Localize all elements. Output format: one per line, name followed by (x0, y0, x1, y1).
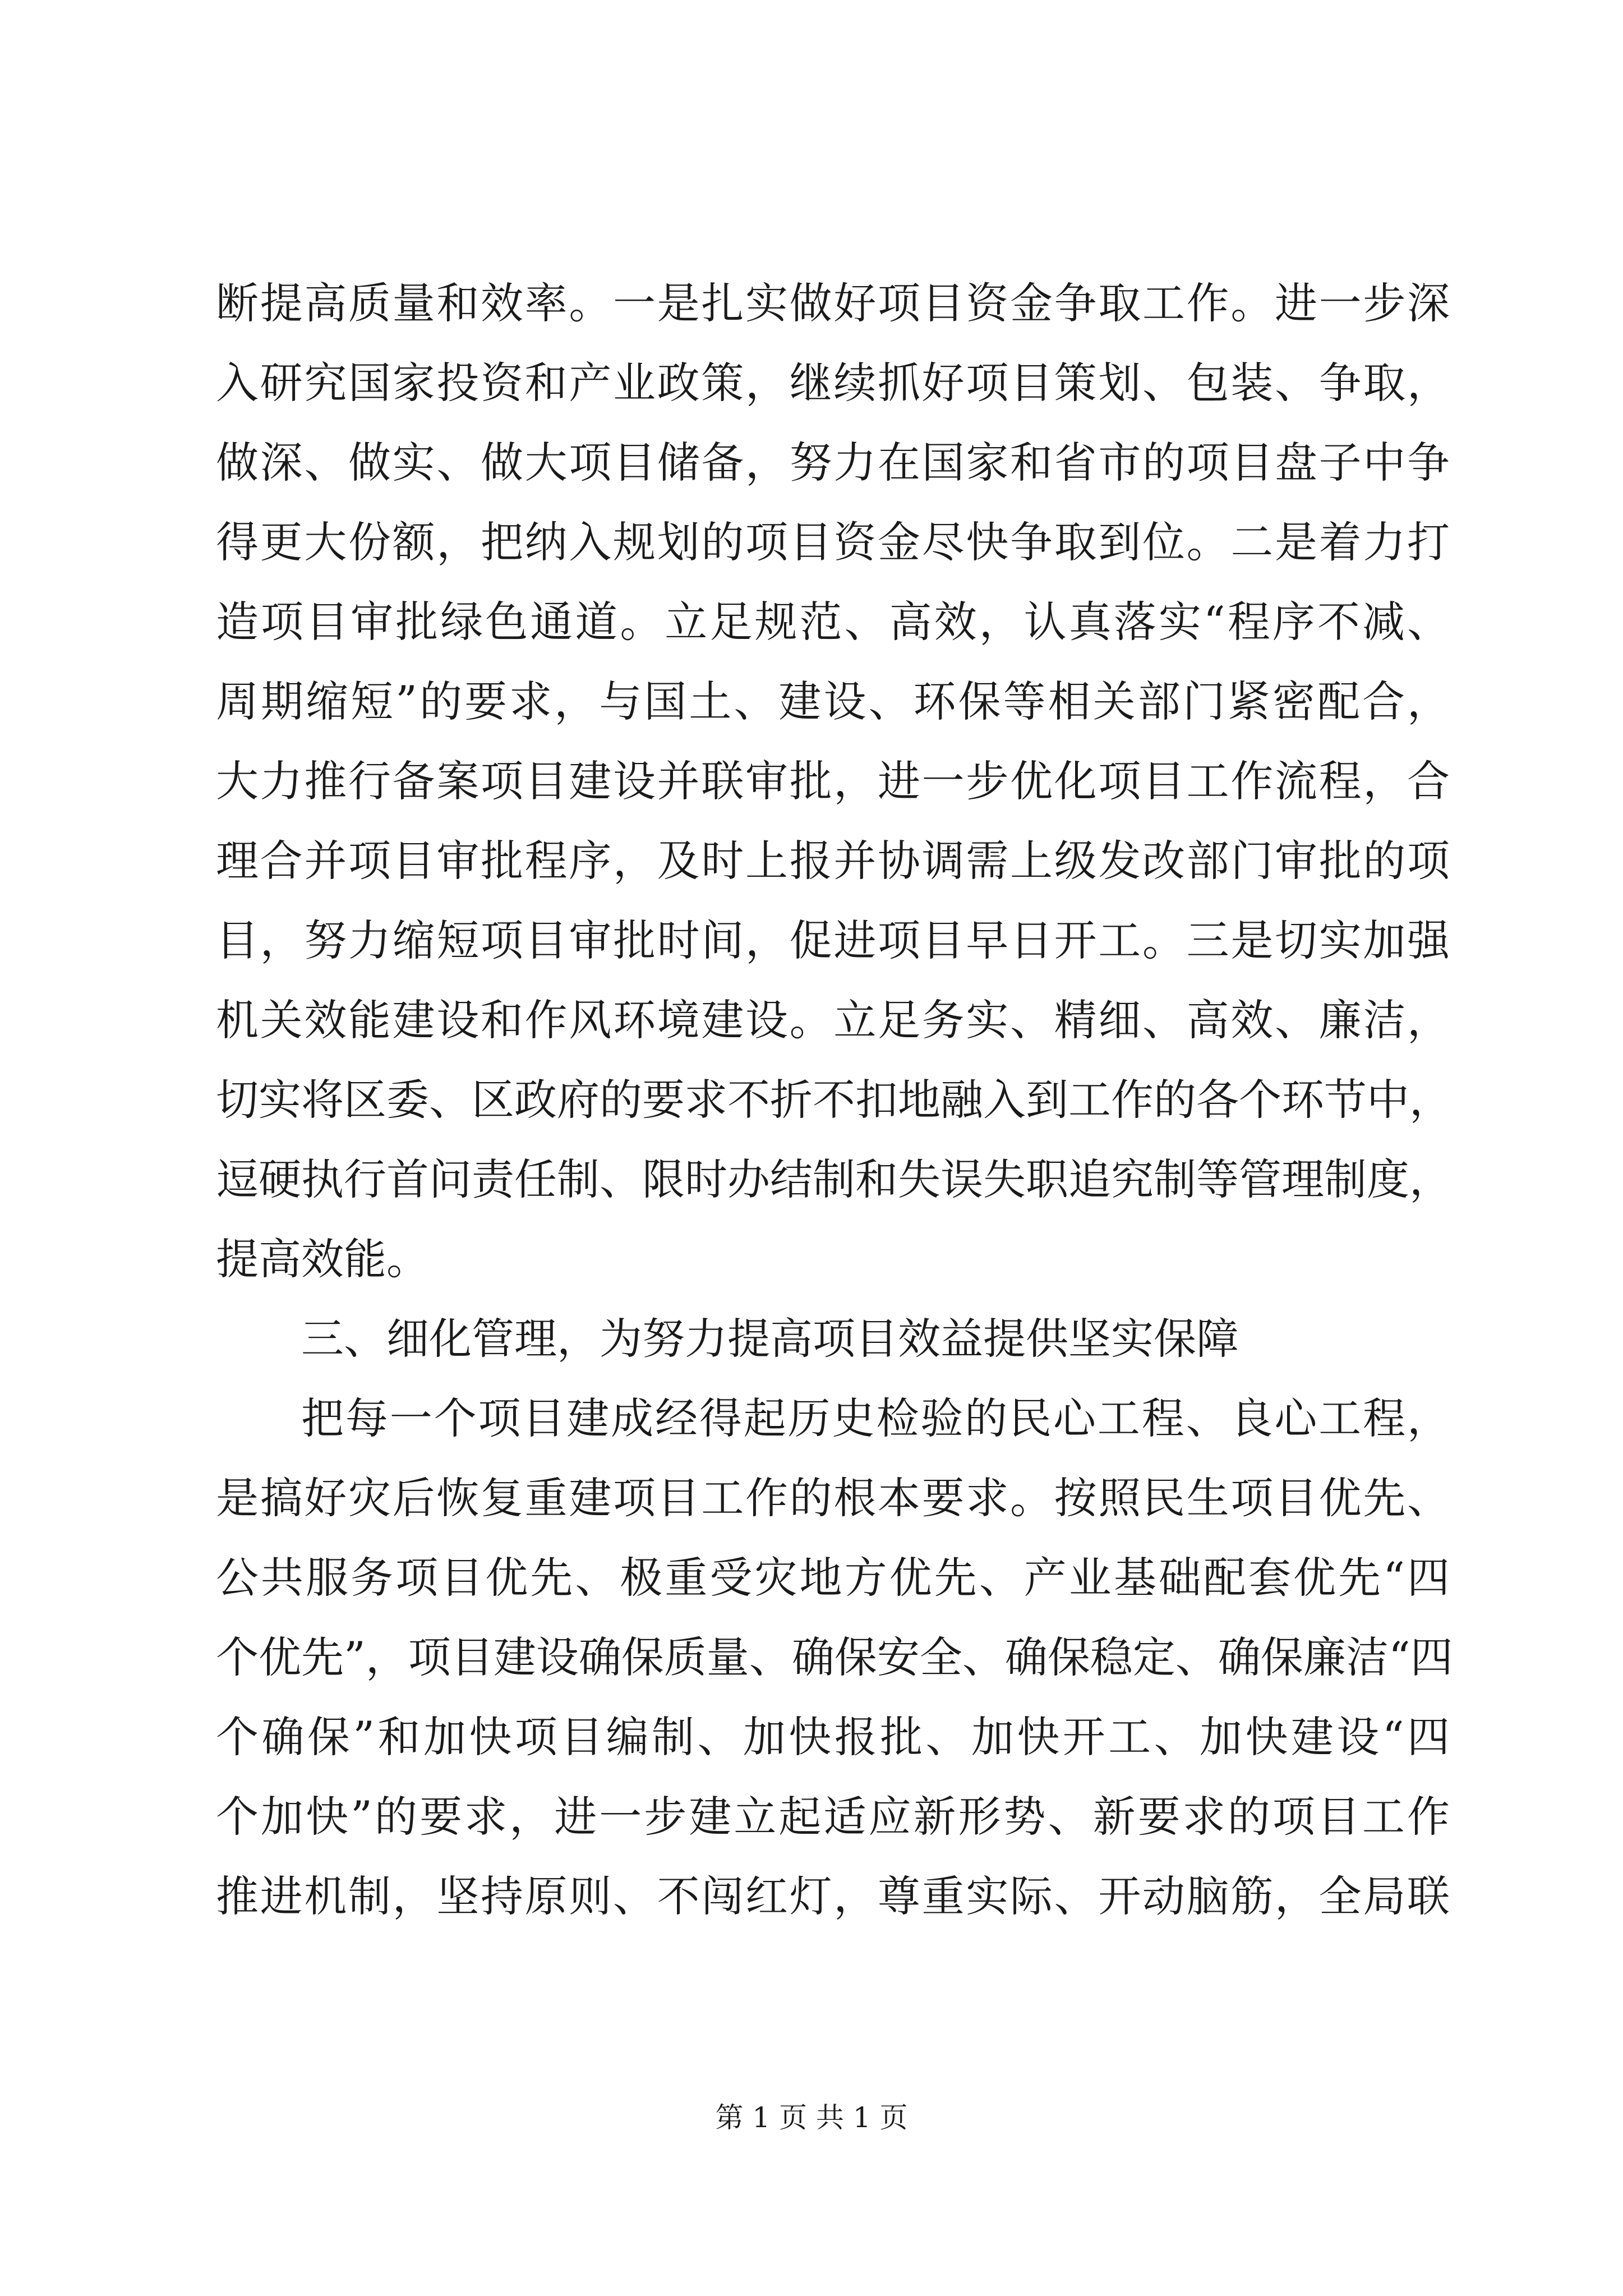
text-line: 个加快”的要求，进一步建立起适应新形势、新要求的项目工作 (216, 1792, 1450, 1842)
text-line: 提高效能。 (216, 1234, 429, 1284)
text-line: 大力推行备案项目建设并联审批，进一步优化项目工作流程，合 (216, 756, 1450, 806)
document-body (216, 264, 1453, 1936)
text-line: 个优先”，项目建设确保质量、确保安全、确保稳定、确保廉洁“四 (216, 1632, 1453, 1682)
text-line: 是搞好灾后恢复重建项目工作的根本要求。按照民生项目优先、 (216, 1473, 1450, 1523)
text-line: 个确保”和加快项目编制、加快报批、加快开工、加快建设“四 (216, 1712, 1450, 1762)
section-heading: 三、细化管理，为努力提高项目效益提供坚实保障 (301, 1314, 1239, 1364)
page-footer (0, 2098, 1623, 2137)
text-line: 做深、做实、做大项目储备，努力在国家和省市的项目盘子中争 (216, 438, 1450, 487)
text-line: 推进机制，坚持原则、不闯红灯，尊重实际、开动脑筋，全局联 (216, 1871, 1450, 1921)
text-line: 断提高质量和效率。一是扎实做好项目资金争取工作。进一步深 (216, 278, 1450, 328)
text-line: 造项目审批绿色通道。立足规范、高效，认真落实“程序不减、 (216, 597, 1450, 647)
text-line: 机关效能建设和作风环境建设。立足务实、精细、高效、廉洁， (216, 995, 1450, 1045)
text-line: 入研究国家投资和产业政策，继续抓好项目策划、包装、争取， (216, 358, 1450, 408)
text-line: 公共服务项目优先、极重受灾地方优先、产业基础配套优先“四 (216, 1553, 1450, 1603)
page-number: 第 1 页 共 1 页 (715, 2101, 908, 2134)
text-line: 把每一个项目建成经得起历史检验的民心工程、良心工程， (301, 1393, 1450, 1443)
text-line: 切实将区委、区政府的要求不折不扣地融入到工作的各个环节中， (216, 1075, 1452, 1125)
text-line: 目，努力缩短项目审批时间，促进项目早日开工。三是切实加强 (216, 915, 1450, 965)
text-line: 得更大份额，把纳入规划的项目资金尽快争取到位。二是着力打 (216, 517, 1450, 567)
text-line: 逗硬执行首问责任制、限时办结制和失误失职追究制等管理制度， (216, 1154, 1452, 1204)
text-line: 理合并项目审批程序，及时上报并协调需上级发改部门审批的项 (216, 836, 1450, 886)
text-line: 周期缩短”的要求，与国土、建设、环保等相关部门紧密配合， (216, 677, 1450, 726)
